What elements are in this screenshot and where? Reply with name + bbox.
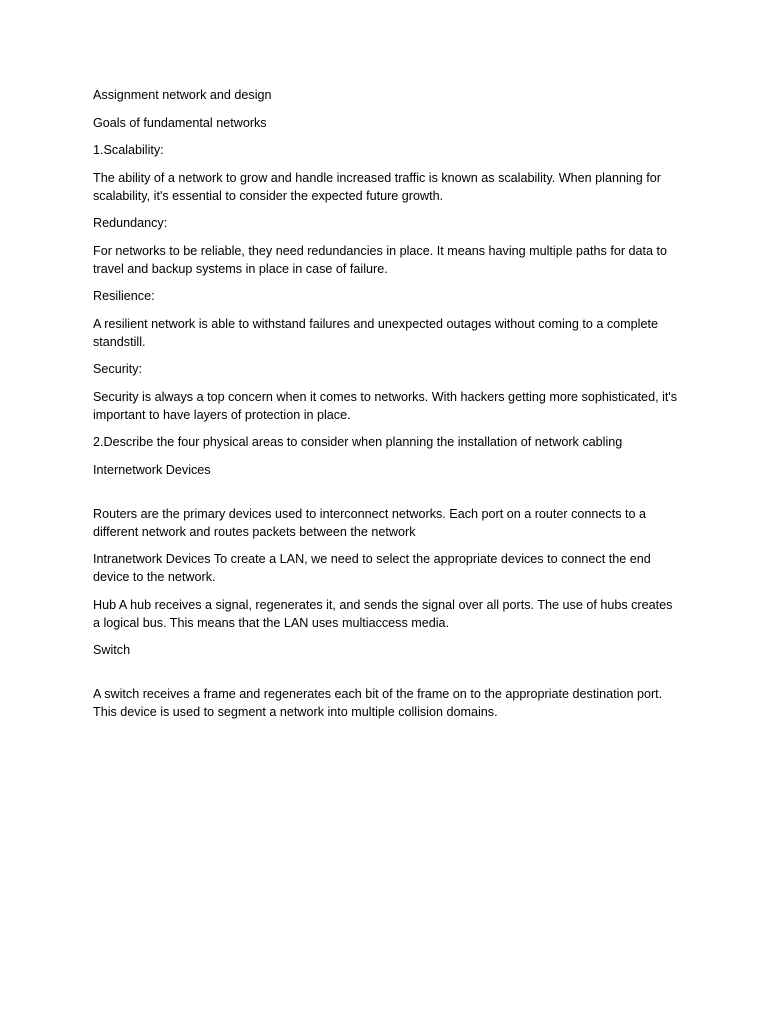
heading-redundancy: Redundancy: <box>93 216 168 230</box>
paragraph-redundancy: For networks to be reliable, they need redundancies in place. It means having multiple paths for data to travel and backup systems in place in case of failure. <box>93 243 668 276</box>
paragraph-security: Security is always a top concern when it comes to networks. With hackers getting more sophisticated, it's important to have layers of protection in place. <box>93 389 678 422</box>
heading-switch: Switch <box>93 643 131 657</box>
paragraph-scalability: The ability of a network to grow and handle increased traffic is known as scalability. When planning for scalability, it's essential to consider the expected future growth. <box>93 170 661 203</box>
section-heading-goals: Goals of fundamental networks <box>93 115 267 130</box>
question-physical-areas: 2.Describe the four physical areas to consider when planning the installation of network cabling <box>93 435 623 449</box>
heading-resilience: Resilience: <box>93 289 155 303</box>
document-page <box>93 86 679 731</box>
paragraph-switch: A switch receives a frame and regenerates each bit of the frame on to the appropriate destination port. This device is used to segment a network into multiple collision domains. <box>93 687 663 719</box>
paragraph-routers: Routers are the primary devices used to interconnect networks. Each port on a router connects to a different network and routes packets between the network <box>93 506 647 539</box>
paragraph-resilience: A resilient network is able to withstand failures and unexpected outages without coming to a complete standstill. <box>93 316 658 349</box>
document-title: Assignment network and design <box>93 88 272 102</box>
paragraph-intranetwork-devices: Intranetwork Devices To create a LAN, we need to select the appropriate devices to connect the end device to the network. <box>93 552 651 584</box>
paragraph-hub: Hub A hub receives a signal, regenerates it, and sends the signal over all ports. The use of hubs creates a logical bus. This means that the LAN uses multiaccess media. <box>93 597 673 630</box>
heading-security: Security: <box>93 362 142 376</box>
heading-scalability: 1.Scalability: <box>93 143 164 157</box>
heading-internetwork-devices: Internetwork Devices <box>93 462 211 477</box>
